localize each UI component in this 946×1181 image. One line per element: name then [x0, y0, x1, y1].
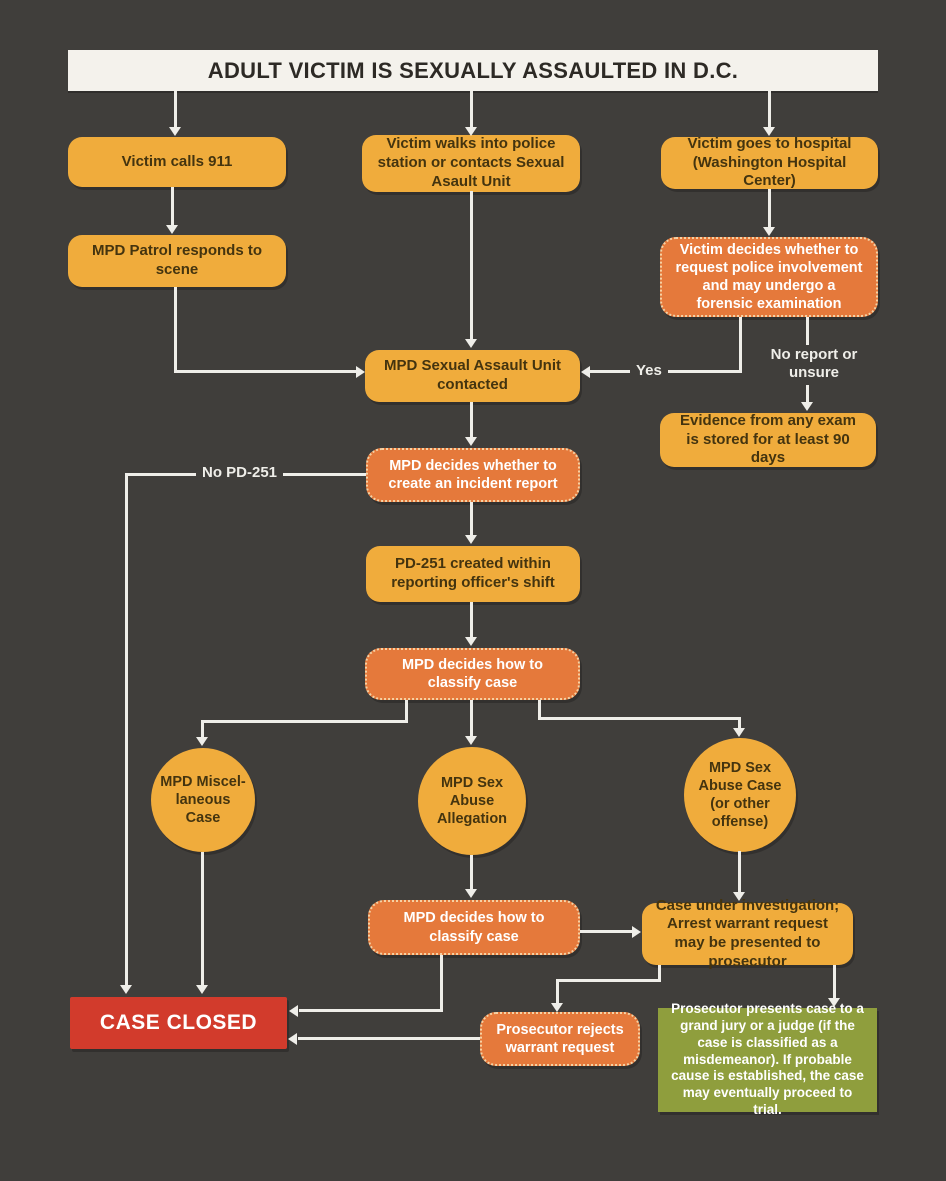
- node-victim-decides: Victim decides whether to request police involvement and may undergo a forensic examination: [660, 237, 878, 317]
- arrowhead: [465, 889, 477, 898]
- connector-classify2-to-investigation: [580, 930, 632, 933]
- connector-title-to-911: [174, 91, 177, 127]
- arrowhead: [733, 892, 745, 901]
- arrowhead: [733, 728, 745, 737]
- node-mpd-classify-1: MPD decides how to classify case: [365, 648, 580, 700]
- node-mpd-classify-2: MPD decides how to classify case: [368, 900, 580, 955]
- connector-patrol-elbow-h: [174, 370, 356, 373]
- node-prosecutor-rejects: Prosecutor rejects warrant request: [480, 1012, 640, 1066]
- connector-nopd251-v: [125, 473, 128, 985]
- node-sex-abuse-case: MPD Sex Abuse Case (or other offense): [684, 738, 796, 852]
- connector-invest-reject-v2: [556, 979, 559, 1003]
- edge-label-yes: Yes: [630, 362, 668, 380]
- connector-pd251-to-classify: [470, 602, 473, 637]
- connector-sau-to-report: [470, 402, 473, 437]
- connector-branch-left-h: [201, 720, 408, 723]
- connector-case-to-investigation: [738, 851, 741, 892]
- arrowhead: [356, 366, 365, 378]
- node-victim-hospital: Victim goes to hospital (Washington Hospital Center): [661, 137, 878, 189]
- node-pd251-created: PD-251 created within reporting officer's shift: [366, 546, 580, 602]
- edge-label-no-pd251: No PD-251: [196, 464, 283, 482]
- connector-misc-to-closed: [201, 852, 204, 985]
- connector-patrol-elbow-v: [174, 287, 177, 373]
- node-case-closed: CASE CLOSED: [70, 997, 287, 1049]
- arrowhead: [169, 127, 181, 136]
- arrowhead: [196, 737, 208, 746]
- edge-label-no-report: No report or unsure: [760, 346, 868, 382]
- connector-noreport-v2: [806, 385, 809, 402]
- connector-allegation-to-classify2: [470, 855, 473, 889]
- arrowhead: [763, 127, 775, 136]
- arrowhead: [465, 437, 477, 446]
- arrowhead: [465, 535, 477, 544]
- node-misc-case: MPD Miscel- laneous Case: [151, 748, 255, 852]
- arrowhead: [632, 926, 641, 938]
- connector-invest-to-presents: [833, 965, 836, 998]
- connector-report-to-pd251: [470, 502, 473, 535]
- connector-reject-to-closed: [298, 1037, 480, 1040]
- connector-title-to-walkin: [470, 91, 473, 127]
- node-prosecutor-presents: Prosecutor presents case to a grand jury or a judge (if the case is classified as a misdemeanor). If probable cause is established, the case may eventually proceed to trial.: [658, 1008, 877, 1112]
- arrowhead: [465, 339, 477, 348]
- flowchart-title: ADULT VICTIM IS SEXUALLY ASSAULTED IN D.C.: [68, 50, 878, 91]
- arrowhead: [289, 1005, 298, 1017]
- connector-branch-right-h: [538, 717, 741, 720]
- connector-branch-left-v2: [201, 720, 204, 737]
- arrowhead: [551, 1003, 563, 1012]
- node-sex-abuse-allegation: MPD Sex Abuse Allegation: [418, 747, 526, 855]
- arrowhead: [465, 637, 477, 646]
- connector-classify2-elbow-v: [440, 955, 443, 1012]
- connector-hospital-to-decides: [768, 189, 771, 227]
- connector-branch-right-v2: [738, 717, 741, 728]
- connector-invest-reject-h: [556, 979, 661, 982]
- connector-911-to-patrol: [171, 187, 174, 225]
- arrowhead: [288, 1033, 297, 1045]
- node-victim-walks-in: Victim walks into police station or contacts Sexual Asault Unit: [362, 135, 580, 192]
- arrowhead: [581, 366, 590, 378]
- arrowhead: [465, 127, 477, 136]
- arrowhead: [828, 998, 840, 1007]
- arrowhead: [801, 402, 813, 411]
- arrowhead: [196, 985, 208, 994]
- node-evidence-stored: Evidence from any exam is stored for at least 90 days: [660, 413, 876, 467]
- node-case-under-investigation: Case under investigation; Arrest warrant request may be presented to prosecutor: [642, 903, 853, 965]
- arrowhead: [166, 225, 178, 234]
- connector-classify2-elbow-h: [299, 1009, 443, 1012]
- connector-walkin-to-sau: [470, 191, 473, 339]
- node-victim-calls-911: Victim calls 911: [68, 137, 286, 187]
- arrowhead: [465, 736, 477, 745]
- node-mpd-decides-report: MPD decides whether to create an incident report: [366, 448, 580, 502]
- arrowhead: [120, 985, 132, 994]
- connector-yes-v: [739, 317, 742, 373]
- connector-noreport-v1: [806, 317, 809, 345]
- node-sau-contacted: MPD Sexual Assault Unit contacted: [365, 350, 580, 402]
- connector-title-to-hospital: [768, 91, 771, 127]
- arrowhead: [763, 227, 775, 236]
- connector-branch-mid: [470, 700, 473, 736]
- node-mpd-patrol-responds: MPD Patrol responds to scene: [68, 235, 286, 287]
